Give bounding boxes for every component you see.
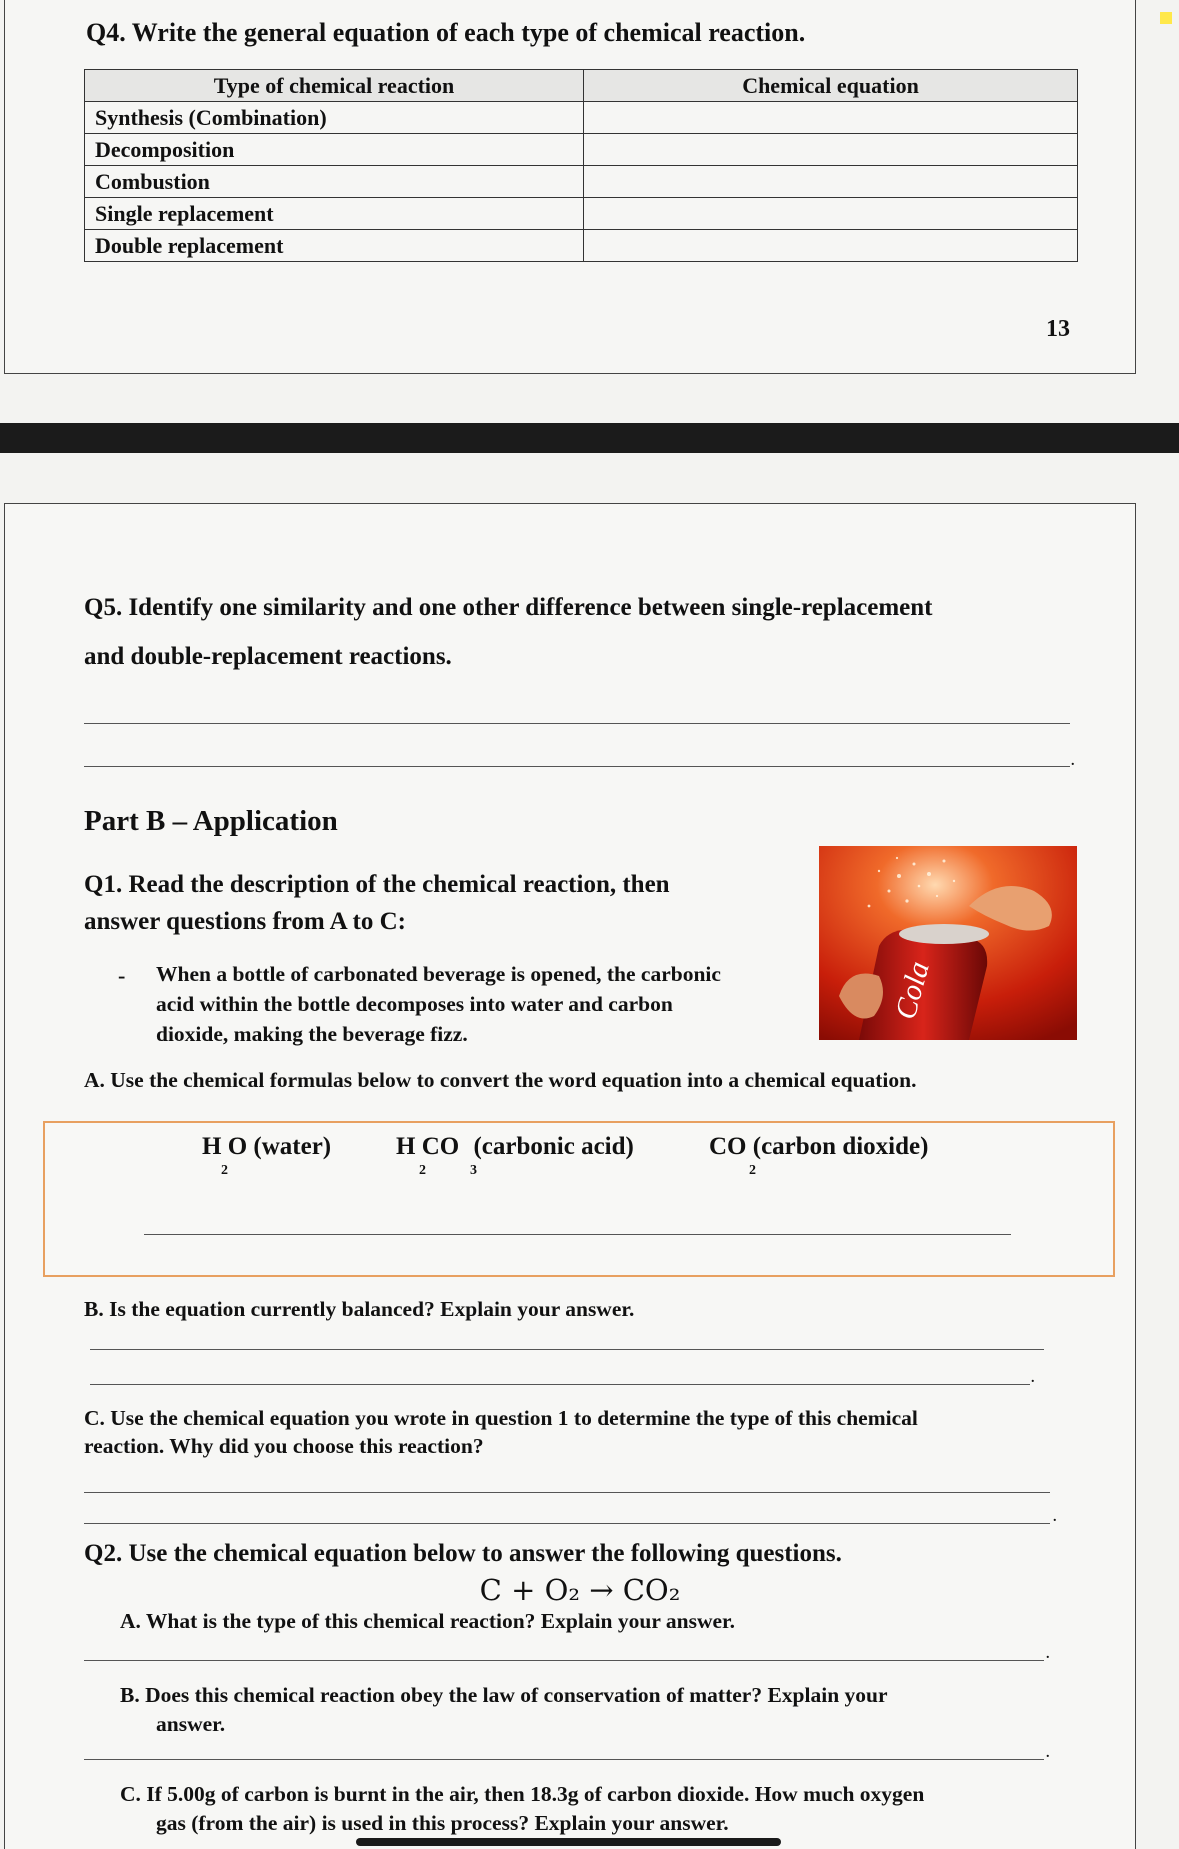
answer-line[interactable] <box>84 766 1070 767</box>
end-dot: . <box>1046 1647 1050 1662</box>
header-type: Type of chemical reaction <box>85 70 584 102</box>
answer-line[interactable] <box>84 1759 1044 1760</box>
type-cell: Decomposition <box>85 134 584 166</box>
q1-question <box>84 866 774 940</box>
end-dot: . <box>1046 1746 1050 1761</box>
q2-part-b <box>120 1681 1020 1739</box>
bullet-dash: - <box>118 963 126 988</box>
formula-carbonic-acid <box>396 1133 634 1178</box>
type-cell: Double replacement <box>85 230 584 262</box>
scroll-indicator[interactable] <box>356 1838 781 1846</box>
desc-line-2: acid within the bottle decomposes into water and carbon <box>156 992 673 1016</box>
answer-line[interactable] <box>84 1523 1050 1524</box>
q1-part-a: A. Use the chemical formulas below to convert the word equation into a chemical equation. <box>84 1068 917 1092</box>
end-dot: . <box>1031 1371 1035 1386</box>
cola-can-photo <box>819 846 1077 1040</box>
subscript: 3 <box>470 1163 477 1178</box>
q1-part-b: B. Is the equation currently balanced? Explain your answer. <box>84 1297 635 1321</box>
q2c-line-2: gas (from the air) is used in this process? Explain your answer. <box>156 1811 729 1835</box>
table-row <box>85 166 1078 198</box>
q4-heading: Q4. Write the general equation of each type of chemical reaction. <box>86 18 806 47</box>
table-row <box>85 102 1078 134</box>
answer-line[interactable] <box>90 1349 1044 1350</box>
q2-heading: Q2. Use the chemical equation below to answer the following questions. <box>84 1540 842 1567</box>
formula-carbonic-symbols: H CO <box>396 1133 460 1160</box>
type-cell: Combustion <box>85 166 584 198</box>
end-dot: . <box>1071 754 1075 769</box>
header-equation: Chemical equation <box>584 70 1078 102</box>
desc-line-3: dioxide, making the beverage fizz. <box>156 1022 468 1046</box>
reaction-description <box>156 959 796 1049</box>
q2-part-a: A. What is the type of this chemical reaction? Explain your answer. <box>120 1609 735 1633</box>
answer-line[interactable] <box>84 1660 1044 1661</box>
equation-answer-cell[interactable] <box>584 166 1078 198</box>
q2-equation: C + O₂ → CO₂ <box>479 1573 681 1607</box>
subscript: 2 <box>221 1163 228 1178</box>
type-cell: Synthesis (Combination) <box>85 102 584 134</box>
desc-line-1: When a bottle of carbonated beverage is opened, the carbonic <box>156 962 721 986</box>
type-cell: Single replacement <box>85 198 584 230</box>
q5-question <box>84 583 1074 681</box>
q1-line-1: Q1. Read the description of the chemical reaction, then <box>84 871 670 898</box>
table-row <box>85 134 1078 166</box>
answer-line[interactable] <box>84 723 1070 724</box>
formula-carbonic-label: (carbonic acid) <box>473 1133 634 1160</box>
q5-line-1: Q5. Identify one similarity and one other difference between single-replacement <box>84 594 933 621</box>
q1-line-2: answer questions from A to C: <box>84 908 407 935</box>
q2-part-c <box>120 1780 1060 1838</box>
q1c-line-1: C. Use the chemical equation you wrote in question 1 to determine the type of this chemical <box>84 1406 918 1430</box>
q1c-line-2: reaction. Why did you choose this reaction? <box>84 1434 484 1458</box>
answer-line[interactable] <box>84 1492 1050 1493</box>
highlight-marker <box>1160 12 1172 24</box>
equation-answer-cell[interactable] <box>584 134 1078 166</box>
reaction-types-table <box>84 69 1078 262</box>
formula-water-label: (water) <box>253 1133 332 1160</box>
formula-water-symbols: H O <box>202 1133 248 1160</box>
part-b-heading: Part B – Application <box>84 805 338 837</box>
answer-line[interactable] <box>144 1234 1011 1235</box>
table-row <box>85 230 1078 262</box>
end-dot: . <box>1053 1510 1057 1525</box>
equation-answer-cell[interactable] <box>584 102 1078 134</box>
can-logo: Cola <box>888 957 936 1023</box>
equation-answer-cell[interactable] <box>584 230 1078 262</box>
page-number: 13 <box>1046 316 1070 342</box>
q1-part-c <box>84 1404 1044 1460</box>
q2b-line-1: B. Does this chemical reaction obey the law of conservation of matter? Explain your <box>120 1683 888 1707</box>
page-separator-bar <box>0 423 1179 453</box>
subscript: 2 <box>419 1163 426 1178</box>
q5-line-2: and double-replacement reactions. <box>84 643 452 670</box>
subscript: 2 <box>749 1163 756 1178</box>
q2c-line-1: C. If 5.00g of carbon is burnt in the air, then 18.3g of carbon dioxide. How much oxygen <box>120 1782 925 1806</box>
formula-co2 <box>709 1133 929 1178</box>
q2b-line-2: answer. <box>156 1712 226 1736</box>
formula-co2-label: (carbon dioxide) <box>752 1133 929 1160</box>
formula-water <box>202 1133 332 1178</box>
answer-line[interactable] <box>90 1384 1030 1385</box>
formula-co2-symbols: CO <box>709 1133 747 1160</box>
table-row <box>85 198 1078 230</box>
table-header-row <box>85 70 1078 102</box>
equation-answer-cell[interactable] <box>584 198 1078 230</box>
